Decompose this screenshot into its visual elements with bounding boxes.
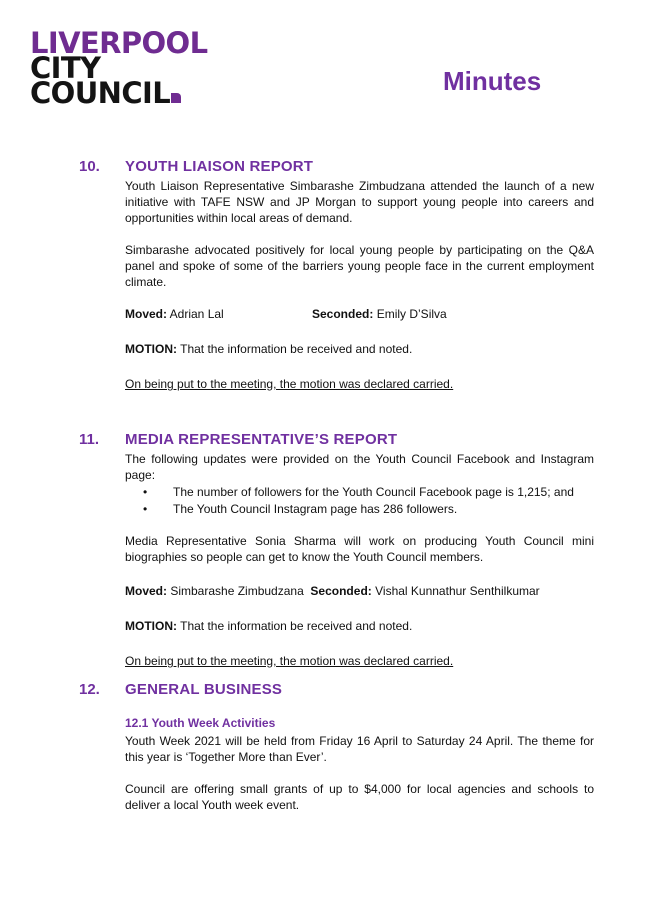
seconded-label: Seconded: (310, 584, 372, 598)
section-12-paragraph-1: Youth Week 2021 will be held from Friday 16 April to Saturday 24 April. The theme for this year is ‘Together More than Ever’. (125, 734, 594, 764)
bullet-icon: • (143, 502, 148, 516)
logo-line-3 (30, 76, 208, 110)
document-title: Minutes (443, 66, 542, 96)
motion-text: That the information be received and noted. (180, 619, 413, 633)
section-12-heading: GENERAL BUSINESS (125, 681, 283, 698)
section-11-paragraph: Media Representative Sonia Sharma will work on producing Youth Council mini biographies so people can get to know the Youth Council members. (125, 534, 594, 564)
section-11-bullet-2: The Youth Council Instagram page has 286 followers. (173, 502, 458, 516)
moved-label: Moved: (125, 584, 167, 598)
section-11-result: On being put to the meeting, the motion was declared carried. (125, 654, 454, 668)
liverpool-city-council-logo (30, 26, 208, 110)
logo-mark-icon (171, 93, 181, 103)
section-10-result: On being put to the meeting, the motion was declared carried. (125, 377, 454, 391)
section-11-intro: The following updates were provided on the Youth Council Facebook and Instagram page: (125, 452, 594, 482)
section-10-paragraph-1: Youth Liaison Representative Simbarashe Zimbudzana attended the launch of a new initiative with TAFE NSW and JP Morgan to support young people into careers and opportunities within local areas of demand. (125, 179, 594, 225)
moved-name: Adrian Lal (169, 307, 224, 321)
section-11-motion (125, 618, 412, 634)
section-11-heading: MEDIA REPRESENTATIVE’S REPORT (125, 431, 398, 448)
motion-label: MOTION: (125, 619, 177, 633)
section-11-moved-seconded (125, 583, 540, 599)
motion-label: MOTION: (125, 342, 177, 356)
section-10-motion (125, 341, 412, 357)
section-10-paragraph-2: Simbarashe advocated positively for local young people by participating on the Q&A panel and spoke of some of the barriers young people face in the current employment climate. (125, 243, 594, 289)
bullet-icon: • (143, 485, 148, 499)
section-10-moved (125, 306, 224, 322)
seconded-name: Vishal Kunnathur Senthilkumar (375, 584, 540, 598)
section-10-seconded (312, 306, 447, 322)
section-11-number: 11. (79, 431, 100, 448)
logo-line-3-text: COUNCIL (30, 76, 171, 110)
section-12-paragraph-2: Council are offering small grants of up to $4,000 for local agencies and schools to deliver a local Youth week event. (125, 782, 594, 812)
moved-label: Moved: (125, 307, 167, 321)
section-11-bullet-1: The number of followers for the Youth Council Facebook page is 1,215; and (173, 485, 574, 499)
seconded-name: Emily D’Silva (376, 307, 447, 321)
logo-line-2: CITY (30, 51, 101, 85)
seconded-label: Seconded: (312, 307, 374, 321)
section-10-heading: YOUTH LIAISON REPORT (125, 158, 314, 175)
section-12-number: 12. (79, 681, 100, 698)
motion-text: That the information be received and noted. (180, 342, 413, 356)
moved-name: Simbarashe Zimbudzana (170, 584, 304, 598)
section-10-number: 10. (79, 158, 100, 175)
section-12-subheading: 12.1 Youth Week Activities (125, 716, 276, 730)
logo-line-1: LIVERPOOL (30, 26, 208, 60)
